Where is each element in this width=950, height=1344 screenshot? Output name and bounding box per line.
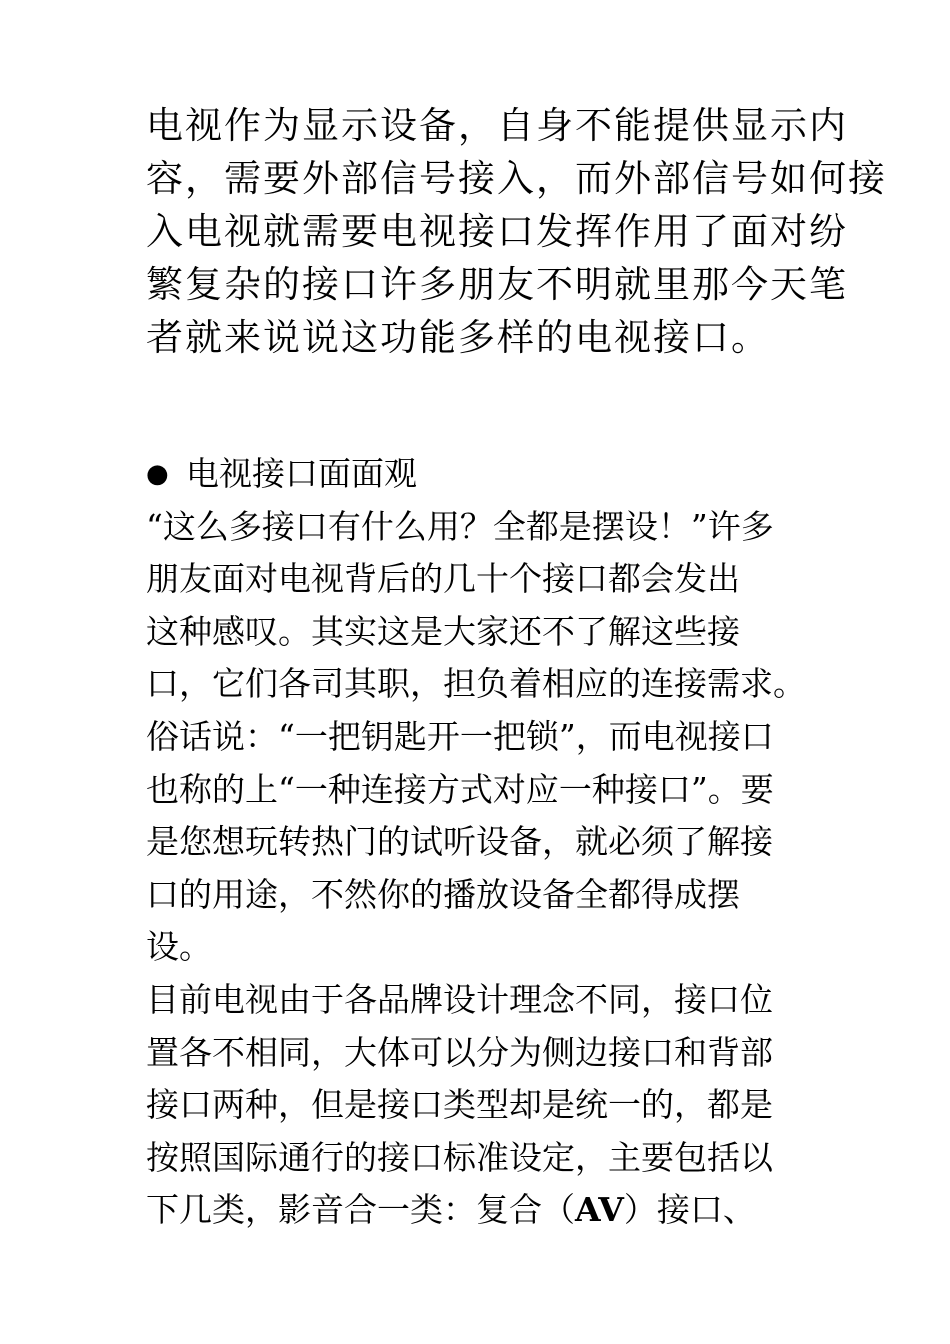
- paragraph-line: “这么多接口有什么用？全都是摆设！”许多: [146, 506, 774, 546]
- section-heading: [146, 448, 816, 501]
- paragraph-2: [146, 974, 816, 1237]
- paragraph-line: 口，它们各司其职，担负着相应的连接需求。: [146, 664, 806, 704]
- intro-paragraph: [146, 99, 887, 364]
- paragraph-line: 这种感叹。其实这是大家还不了解这些接: [146, 611, 740, 651]
- intro-line: 者就来说说这功能多样的电视接口。: [146, 316, 770, 359]
- paragraph-line: 朋友面对电视背后的几十个接口都会发出: [146, 559, 740, 599]
- paragraph-line: 目前电视由于各品牌设计理念不同，接口位: [146, 979, 773, 1019]
- line-text: 下几类，影音合一类：复合（: [146, 1190, 575, 1230]
- paragraph-1: [146, 501, 816, 974]
- intro-line: 入电视就需要电视接口发挥作用了面对纷: [146, 210, 848, 253]
- intro-line: 繁复杂的接口许多朋友不明就里那今天笔: [146, 263, 848, 306]
- paragraph-line: 按照国际通行的接口标准设定，主要包括以: [146, 1137, 773, 1177]
- paragraph-line: 置各不相同，大体可以分为侧边接口和背部: [146, 1032, 773, 1072]
- bullet-icon: ●: [146, 459, 169, 489]
- paragraph-line: 设。: [146, 927, 212, 967]
- section-body: [146, 448, 816, 1237]
- paragraph-line: 口的用途，不然你的播放设备全都得成摆: [146, 874, 740, 914]
- paragraph-line: [146, 1184, 816, 1237]
- paragraph-line: 也称的上“一种连接方式对应一种接口”。要: [146, 769, 774, 809]
- paragraph-line: 是您想玩转热门的试听设备，就必须了解接: [146, 822, 773, 862]
- intro-line: 容，需要外部信号接入，而外部信号如何接: [146, 157, 887, 200]
- section-heading-text: 电视接口面面观: [186, 454, 417, 493]
- av-bold-text: AV: [575, 1190, 624, 1230]
- paragraph-line: 俗话说：“一把钥匙开一把锁”，而电视接口: [146, 716, 774, 756]
- paragraph-line: 接口两种，但是接口类型却是统一的，都是: [146, 1085, 773, 1125]
- line-text: ）接口、: [623, 1190, 756, 1230]
- intro-line: 电视作为显示设备，自身不能提供显示内: [146, 104, 848, 147]
